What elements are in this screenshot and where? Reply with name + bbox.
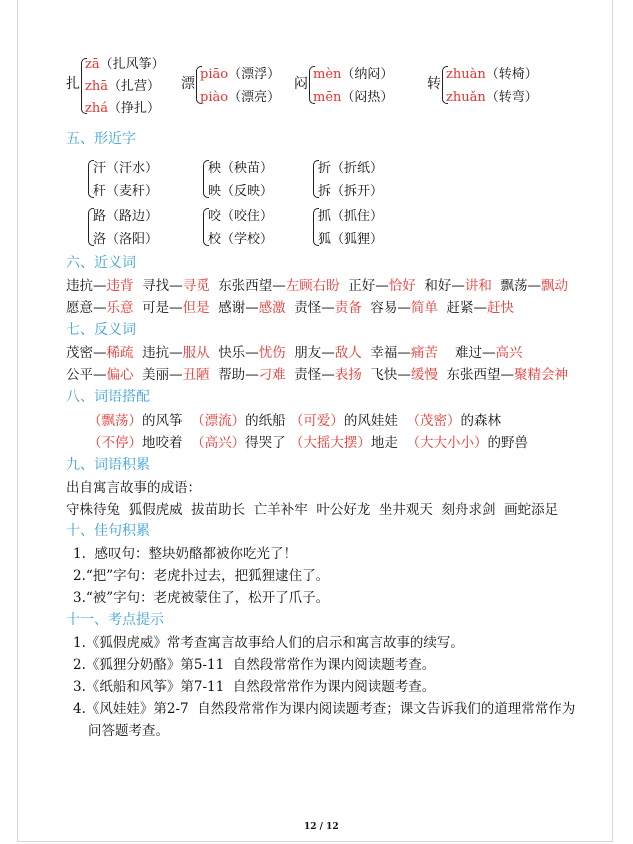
sentence-item: 1. 感叹句：整块奶酪都被你吃光了！ [73,546,297,562]
exam-point-continuation: 问答题考查。 [88,723,169,739]
similar-char: 汗（汗水） [93,161,159,176]
synonym-row: 违抗—违背 寻找—寻觅 东张西望—左顾右盼 正好—恰好 和好—讲和 飘荡—飘动 [66,278,568,294]
similar-char: 狐（狐狸） [318,232,384,247]
pinyin-item: zhuǎn（转弯） [446,90,538,105]
similar-char: 洛（洛阳） [93,232,159,247]
exam-point-item: 4.《风娃娃》第2-7 自然段常常作为课内阅读题考查；课文告诉我们的道理常常作为 [73,701,576,717]
pinyin-char: 漂 [181,76,195,92]
similar-char: 秧（秧苗） [208,161,274,176]
section-heading: 十一、考点提示 [66,612,164,628]
pinyin-char: 闷 [294,76,308,92]
exam-point-item: 2.《狐狸分奶酪》第5-11 自然段常常作为课内阅读题考查。 [73,657,436,673]
exam-point-item: 1.《狐假虎威》常考查寓言故事给人们的启示和寓言故事的续写。 [73,635,464,651]
pinyin-char: 扎 [66,76,80,92]
section-heading: 八、词语搭配 [66,389,150,405]
exam-point-item: 3.《纸船和风筝》第7-11 自然段常常作为课内阅读题考查。 [73,679,436,695]
section-heading: 六、近义词 [66,255,136,271]
section-heading: 十、佳句积累 [66,523,150,539]
similar-char: 映（反映） [208,184,274,199]
pinyin-item: mēn（闷热） [313,90,394,105]
similar-char: 校（学校） [208,232,274,247]
section-heading: 五、形近字 [66,131,136,147]
pinyin-char: 转 [427,76,441,92]
section-heading: 九、词语积累 [66,457,150,473]
similar-char: 拆（拆开） [318,184,384,199]
idiom-list: 守株待兔 狐假虎威 拔苗助长 亡羊补牢 叶公好龙 坐井观天 刻舟求剑 画蛇添足 [66,502,559,518]
pinyin-item: piāo（漂浮） [200,67,281,82]
idiom-intro: 出自寓言故事的成语： [66,480,201,496]
pinyin-item: zhá（挣扎） [85,101,160,116]
similar-char: 折（折纸） [318,161,384,176]
pinyin-item: zā（扎风筝） [85,57,165,72]
similar-char: 抓（抓住） [318,209,384,224]
synonym-row: 愿意—乐意 可是—但是 感谢—感激 责怪—责备 容易—简单 赶紧—赶快 [66,300,514,316]
pinyin-item: mèn（纳闷） [313,67,394,82]
collocation-row: （飘荡）的风筝 （漂流）的纸船 （可爱）的风娃娃 （茂密）的森林 [88,413,501,429]
pinyin-item: zhā（扎营） [85,79,160,94]
sentence-item: 2.“把”字句：老虎扑过去，把狐狸逮住了。 [73,568,330,584]
collocation-row: （不停）地咬着 （高兴）得哭了 （大摇大摆）地走 （大大小小）的野兽 [88,435,528,451]
pinyin-item: piào（漂亮） [200,90,281,105]
similar-char: 路（路边） [93,209,159,224]
similar-char: 秆（麦秆） [93,184,159,199]
similar-char: 咬（咬住） [208,209,274,224]
section-heading: 七、反义词 [66,322,136,338]
antonym-row: 茂密—稀疏 违抗—服从 快乐—忧伤 朋友—敌人 幸福—痛苦 难过—高兴 [66,345,523,361]
antonym-row: 公平—偏心 美丽—丑陋 帮助—刁难 责怪—表扬 飞快—缓慢 东张西望—聚精会神 [66,367,568,383]
pinyin-item: zhuàn（转椅） [446,67,538,82]
page-number: 12 / 12 [304,822,339,832]
sentence-item: 3.“被”字句：老虎被蒙住了，松开了爪子。 [73,590,330,606]
